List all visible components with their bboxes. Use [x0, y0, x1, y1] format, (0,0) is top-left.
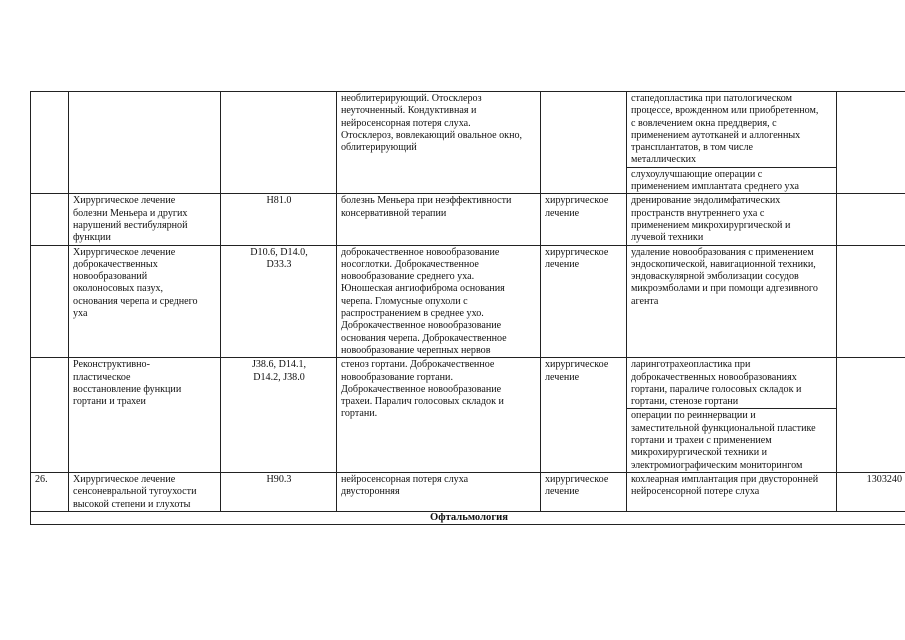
- cost-cell: [837, 194, 905, 245]
- patient-model-cell: доброкачественное новообразование носоглотки. Доброкачественное новообразование среднего уха. Юношеская ангиофиброма основания черепа. Гломусные опухоли с распространением в среднее ухо. Доброкачественное новообразование основания черепа. Доброкачественное новообразование черепных нервов: [337, 245, 541, 358]
- treatment-name-cell: [69, 92, 221, 194]
- row-number-cell: [31, 358, 69, 473]
- cost-cell: [837, 358, 905, 473]
- row-number-cell: [31, 245, 69, 358]
- row-number-cell: [31, 194, 69, 245]
- table-row: [31, 92, 905, 168]
- table-row: [31, 358, 905, 409]
- row-number-cell: [31, 92, 69, 194]
- treatment-type-cell: хирургическое лечение: [541, 358, 627, 473]
- treatment-method-cell: удаление новообразования с применением эндоскопической, навигационной техники, эндоваскулярной эмболизации сосудов микроэмболами и при помощи адгезивного агента: [627, 245, 837, 358]
- section-row: [31, 511, 905, 524]
- cost-cell: [837, 245, 905, 358]
- cost-cell: [837, 92, 905, 194]
- treatment-type-cell: хирургическое лечение: [541, 194, 627, 245]
- treatment-type-cell: хирургическое лечение: [541, 472, 627, 511]
- medical-care-table: [30, 91, 905, 525]
- treatment-method-cell: слухоулучшающие операции с применением имплантата среднего уха: [627, 167, 837, 194]
- treatment-method-cell: стапедопластика при патологическом процессе, врожденном или приобретенном, с вовлечением окна преддверия, с применением аутотканей и аллогенных трансплантатов, в том числе металлических: [627, 92, 837, 168]
- treatment-type-cell: [541, 92, 627, 194]
- icd-codes-cell: J38.6, D14.1, D14.2, J38.0: [221, 358, 337, 473]
- treatment-method-cell: кохлеарная имплантация при двусторонней нейросенсорной потере слуха: [627, 472, 837, 511]
- icd-codes-cell: [221, 92, 337, 194]
- treatment-name-cell: Хирургическое лечение болезни Меньера и других нарушений вестибулярной функции: [69, 194, 221, 245]
- treatment-name-cell: Реконструктивно- пластическое восстановление функции гортани и трахеи: [69, 358, 221, 473]
- treatment-method-cell: дренирование эндолимфатических пространств внутреннего уха с применением микрохирургической и лучевой техники: [627, 194, 837, 245]
- patient-model-cell: болезнь Меньера при неэффективности консервативной терапии: [337, 194, 541, 245]
- treatment-method-cell: операции по реиннервации и заместительной функциональной пластике гортани и трахеи с применением микрохирургической техники и электромиографическим мониторингом: [627, 409, 837, 472]
- patient-model-cell: стеноз гортани. Доброкачественное новообразование гортани. Доброкачественное новообразование трахеи. Паралич голосовых складок и гортани.: [337, 358, 541, 473]
- table-row: [31, 472, 905, 511]
- section-heading: Офтальмология: [31, 511, 905, 524]
- table-row: [31, 245, 905, 358]
- treatment-method-cell: ларинготрахеопластика при доброкачественных новообразованиях гортани, параличе голосовых складок и гортани, стенозе гортани: [627, 358, 837, 409]
- treatment-name-cell: Хирургическое лечение сенсоневральной тугоухости высокой степени и глухоты: [69, 472, 221, 511]
- table-row: [31, 194, 905, 245]
- treatment-type-cell: хирургическое лечение: [541, 245, 627, 358]
- icd-codes-cell: H90.3: [221, 472, 337, 511]
- patient-model-cell: нейросенсорная потеря слуха двусторонняя: [337, 472, 541, 511]
- icd-codes-cell: D10.6, D14.0, D33.3: [221, 245, 337, 358]
- patient-model-cell: необлитерирующий. Отосклероз неуточненный. Кондуктивная и нейросенсорная потеря слуха. Отосклероз, вовлекающий овальное окно, облитерирующий: [337, 92, 541, 194]
- icd-codes-cell: H81.0: [221, 194, 337, 245]
- document-page: [30, 91, 902, 525]
- cost-cell: 1303240: [837, 472, 905, 511]
- treatment-name-cell: Хирургическое лечение доброкачественных новообразований околоносовых пазух, основания черепа и среднего уха: [69, 245, 221, 358]
- row-number-cell: 26.: [31, 472, 69, 511]
